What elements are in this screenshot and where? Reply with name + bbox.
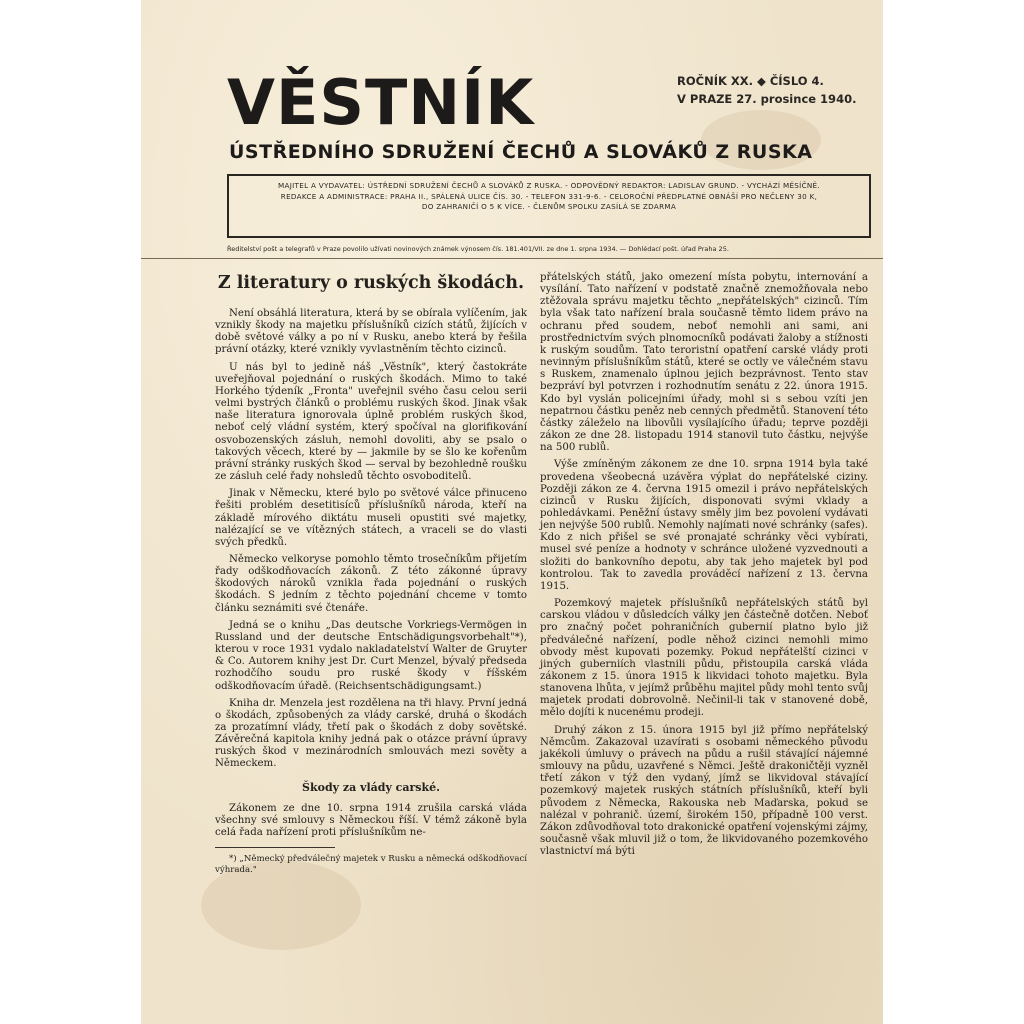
subscription-line: DO ZAHRANIČÍ O 5 K VÍCE. - ČLENŮM SPOLKU ZASÍLÁ SE ZDARMA [421,202,677,211]
issue-date: V PRAZE 27. prosince 1940. [677,92,857,106]
article-paragraph: Zákonem ze dne 10. srpna 1914 zrušila carská vláda všechny své smlouvy s Německou říší. V témž zákoně byla celá řada nařízení proti příslušníkům ne- [215,802,527,838]
newspaper-page [141,0,883,1024]
header-divider [141,258,883,259]
footnote-divider [215,847,335,848]
article-paragraph: Není obsáhlá literatura, která by se obírala vylíčením, jak vznikly škody na majetku příslušníků cizích států, žijících v době světové války a po ní v Rusku, anebo která by řešila právní otázky, které vznikly vyvlastněním těchto cizinců. [215,308,527,356]
article-paragraph: Jinak v Německu, které bylo po světové válce přinuceno řešiti problém desetitisíců příslušníků národa, kteří na základě mírového diktátu museli opustiti své majetky, nalézající se ve vítězných státech, a vraceli se do vlasti svých předků. [215,488,527,548]
footnote: *) „Německý předválečný majetek v Rusku a německá odškodňovací výhrada." [215,854,528,876]
article-paragraph: U nás byl to jedině náš „Věstník", který častokráte uveřejňoval pojednání o ruských škodách. Mimo to také Horkého týdeník „Fronta" uveřejnil svého času celou serii velmi bystrých článků o problému ruských škod. Jinak však naše literatura ignorovala úplně problém ruských škod, neboť celý vládní systém, který spočíval na glorifikování osvobozenských zásluh, nemohl dovoliti, aby se psalo o takových věcech, které by — jakmile by se šlo ke kořenům právní stránky ruských škod — serval by bezohledně roušku ze zásluh celé řady nohsledů těchto osvoboditelů. [215,361,527,483]
article-paragraph: přátelských států, jako omezení místa pobytu, internování a vysílání. Tato nařízení v podstatě značně znemožňovala nebo ztěžovala správu majetku těchto „nepřátelských" cizinců. Tím byla však tato nařízení brala současně těmto lidem právo na ochranu před soudem, neboť nemohli ani sami, ani prostřednictvím svých plnomocníků podávati žaloby a stížnosti k ruským soudům. Tato teroristní opatření carské vlády proti nevinným příslušníkům států, které se octly ve válečném stavu s Ruskem, znamenalo úplnou jejich bezprávnost. Tento stav bezpráví byl potvrzen i rozhodnutím senátu z 22. února 1915. Kdo byl vyslán policejními úřady, mohl si s sebou vzíti jen nepatrnou částku peněz neb cenných předmětů. Stanovení této částky záleželo na libovůli vysílajícího úřadu; teprve později zákon ze dne 28. listopadu 1914 stanovil tuto částku, nejvýše na 500 rublů. [540,272,868,454]
article-paragraph: Kniha dr. Menzela jest rozdělena na tři hlavy. První jedná o škodách, způsobených za vlády carské, druhá o škodách za prozatímní vlády, třetí pak o škodách z doby sovětské. Závěrečná kapitola knihy jedná pak o otázce právní úpravy ruských škod v mezinárodních smlouvách mezi sověty a Německem. [215,697,527,770]
section-heading: Škody za vlády carské. [302,780,440,794]
postal-notice: Ředitelství pošt a telegrafů v Praze povolilo užívati novinových známek výnosem čís. 181.401/VII. ze dne 1. srpna 1934. — Dohlédací pošt. úřad Praha 25. [227,245,729,253]
article-paragraph: Pozemkový majetek příslušníků nepřátelských států byl carskou vládou v důsledcích války jen částečně dotčen. Neboť pro značný počet pohraničních gubernií platno bylo již předválečné nařízení, podle něhož cizinci nemohli mimo obvody měst kupovati pozemky. Pokud nepřátelští cizinci v jiných guberniích vlastnili půdu, přistoupila carská vláda zákonem z 15. února 1915 k likvidaci tohoto majetku. Byla stanovena lhůta, v jejímž průběhu majitel půdy mohl tento svůj majetek prodati dobrovolně. Nečinil-li tak v stanovené době, mělo dojíti k nucenému prodeji. [540,598,868,719]
article-paragraph: Jedná se o knihu „Das deutsche Vorkriegs-Vermögen in Russland und der deutsche Entschädigungsvorbehalt"*), kterou v roce 1931 vydalo nakladatelství Walter de Gruyter & Co. Autorem knihy jest Dr. Curt Menzel, bývalý předseda rozhodčího soudu pro ruské škody v říšském odškodňovacím úřadě. (Reichsentschädigungsamt.) [215,619,527,692]
issue-meta [677,72,867,108]
article-right-column [540,272,868,863]
issue-number: ROČNÍK XX. ◆ ČÍSLO 4. [677,74,824,88]
masthead-title: VĚSTNÍK [227,66,535,139]
article-left-column [215,272,527,881]
article-paragraph: Německo velkoryse pomohlo těmto trosečníkům přijetím řady odškodňovacích zákonů. Z této zákonné úpravy škodových nároků vznikla řada pojednání o ruských škodách. S jedním z těchto pojednání chceme v tomto článku seznámiti své čtenáře. [215,553,527,614]
article-paragraph: Druhý zákon z 15. února 1915 byl již přímo nepřátelský Němcům. Zakazoval uzavírati s osobami německého původu jakékoli úmluvy o právech na půdu a rušil stávající nájemné smlouvy na půdu, uzavřené s Němci. Ještě drakoničtěji vyzněl třetí zákon v týž den vydaný, jímž se likvidoval stávající pozemkový majetek ruských státních příslušníků, kteří byli původem z Německa, Rakouska neb Maďarska, pokud se nalézal v pohranič. území, širokém 150, případně 100 verst. Zákon zdůvodňoval toto drakonické opatření vojenskými zájmy, současně však mluvil již o tom, že likvidovaného pozemkového vlastnictví má býti [540,724,868,858]
publisher-line: MAJITEL A VYDAVATEL: ÚSTŘEDNÍ SDRUŽENÍ ČECHŮ A SLOVÁKŮ Z RUSKA. - ODPOVĚDNÝ REDAKTOR: LADISLAV GRUND. - VYCHÁZÍ MĚSÍČNĚ. [278,181,820,190]
masthead-subtitle: ÚSTŘEDNÍHO SDRUŽENÍ ČECHŮ A SLOVÁKŮ Z RUSKA [229,141,813,163]
article-paragraph: Výše zmíněným zákonem ze dne 10. srpna 1914 byla také provedena všeobecná uzávěra výplat do nepřátelské ciziny. Později zákon ze 4. června 1915 omezil i právo nepřátelských cizinců v Rusku žijících, disponovati svými vklady a pohledávkami. Peněžní ústavy směly jim bez povolení vydávati jen nejvýše 500 rublů. Nemohly najímati nové schránky (safes). Kdo z nich přišel se své pronajaté schránky věci vybírati, musel své peníze a hodnoty v schránce uložené vyzvednouti a složiti do bankovního depotu, aby tak jeho majetek byl pod kontrolou. Tak to zavedla prováděcí nařízení z 13. června 1915. [540,459,868,592]
address-line: REDAKCE A ADMINISTRACE: PRAHA II., SPÁLENÁ ULICE ČÍS. 30. - TELEFON 331-9-6. - CELOROČNÍ PŘEDPLATNÉ OBNÁŠÍ PRO NEČLENY 30 K, [280,191,818,201]
article-title: Z literatury o ruských škodách. [217,273,525,293]
publisher-info-box [227,174,871,238]
